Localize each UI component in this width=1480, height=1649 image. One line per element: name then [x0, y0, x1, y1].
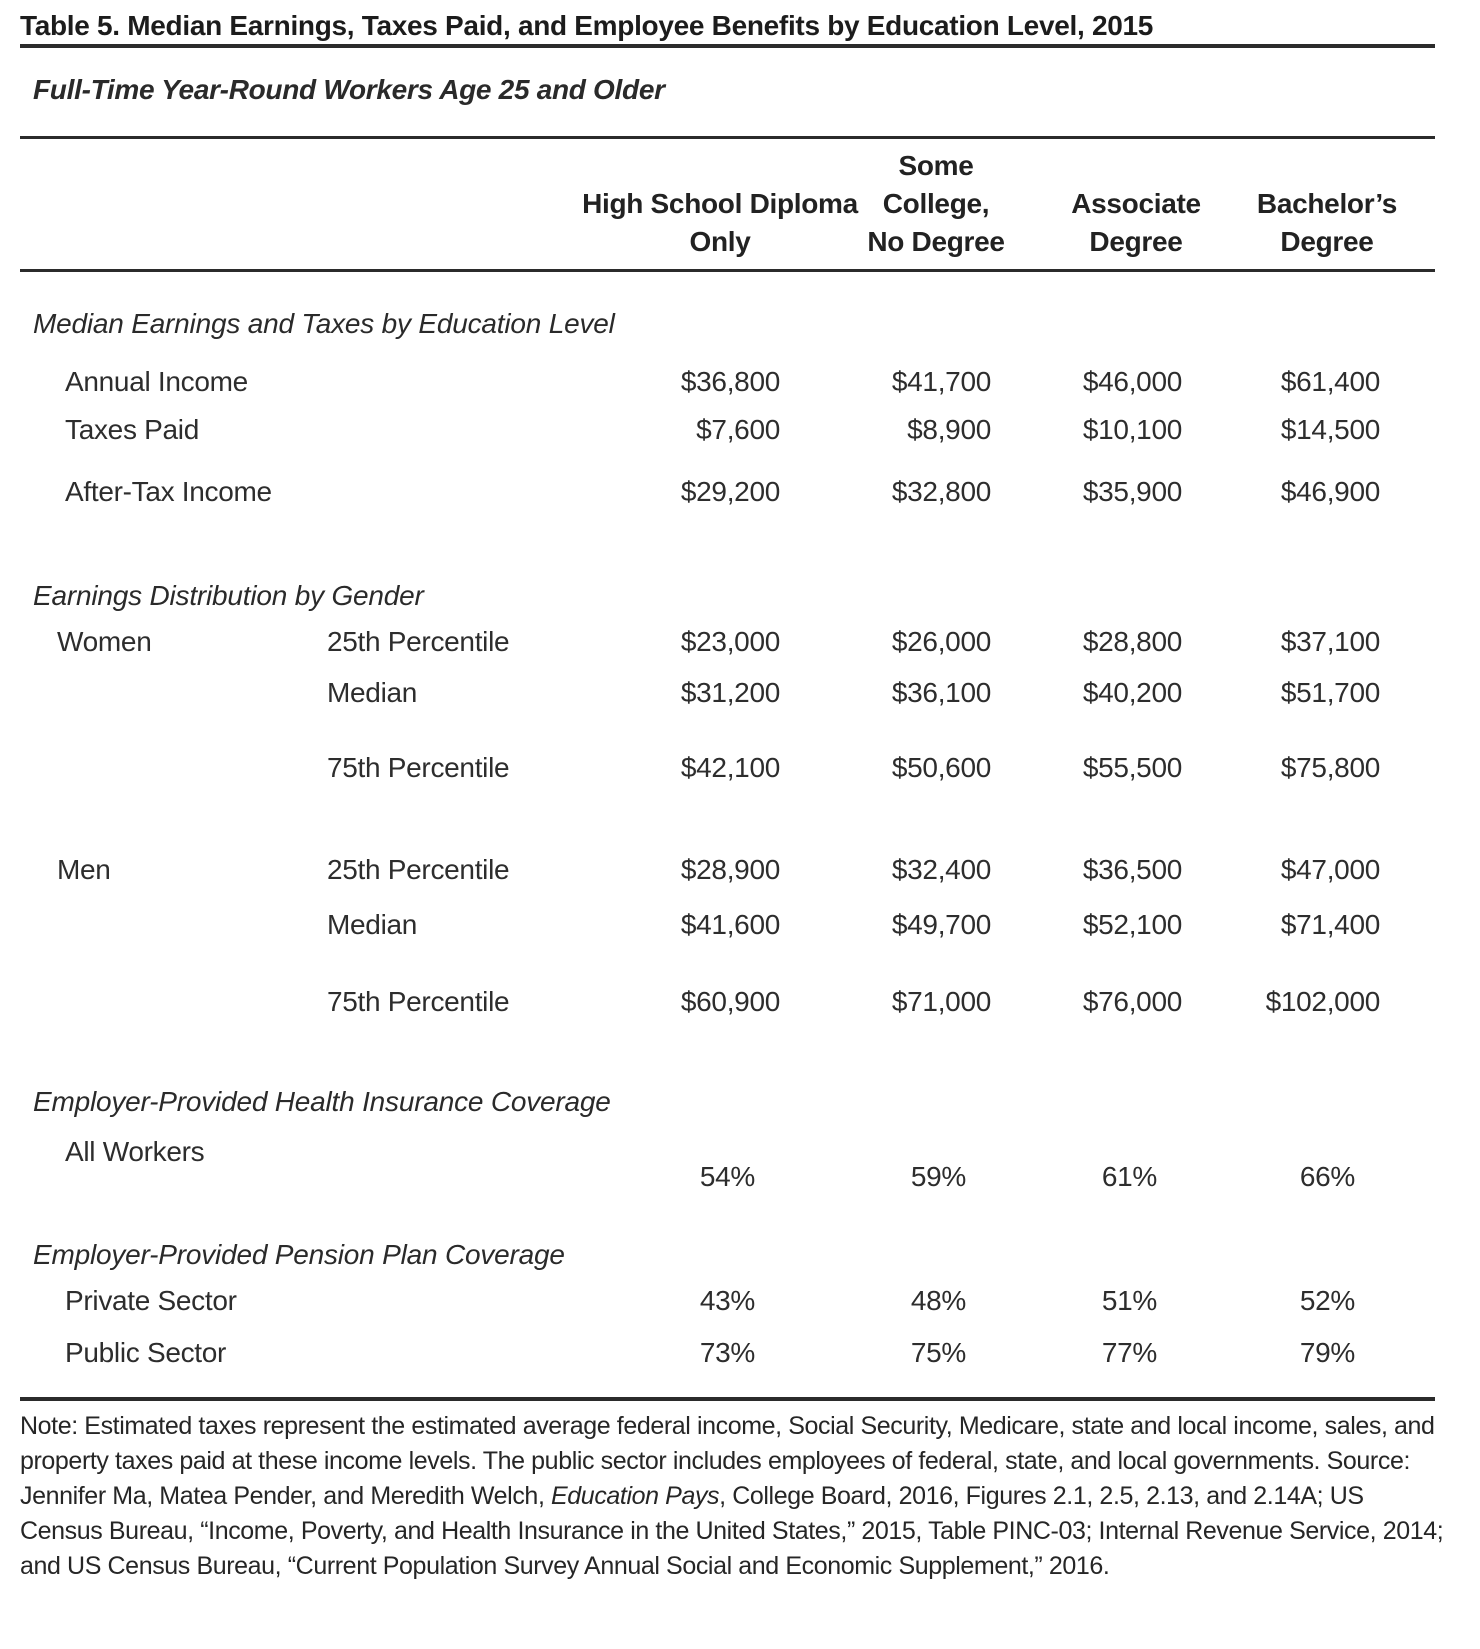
value-cell: 75% — [910, 1337, 966, 1368]
row-label: After-Tax Income — [65, 476, 272, 507]
value-cell: $60,900 — [680, 986, 780, 1017]
row-sublabel: 25th Percentile — [327, 854, 510, 885]
row-sublabel — [327, 474, 580, 510]
row-label: Public Sector — [65, 1337, 227, 1368]
value-cell: 77% — [1101, 1337, 1157, 1368]
table-row-annual-income — [20, 364, 1480, 400]
table-row-taxes-paid — [20, 412, 1480, 448]
column-header-line: No Degree — [867, 226, 1005, 257]
row-label: All Workers — [65, 1136, 205, 1167]
value-cell: $71,400 — [1280, 909, 1380, 940]
value-cell: $36,100 — [891, 677, 991, 708]
value-cell: 48% — [910, 1285, 966, 1316]
value-cell: $50,600 — [891, 752, 991, 783]
value-cell: $42,100 — [680, 752, 780, 783]
section-heading-earnings: Median Earnings and Taxes by Education Level — [33, 308, 615, 339]
value-cell: 66% — [1299, 1161, 1355, 1192]
value-cell: 51% — [1101, 1285, 1157, 1316]
value-cell: 52% — [1299, 1285, 1355, 1316]
column-header-line: Degree — [1089, 226, 1183, 257]
value-cell: $41,700 — [891, 366, 991, 397]
table-row-all-workers — [20, 1134, 1480, 1195]
section-heading-distribution: Earnings Distribution by Gender — [33, 580, 424, 611]
value-cell: $51,700 — [1280, 677, 1380, 708]
value-cell: $8,900 — [907, 414, 991, 445]
value-cell: $32,800 — [891, 476, 991, 507]
value-cell: $52,100 — [1082, 909, 1182, 940]
row-label: Taxes Paid — [65, 414, 199, 445]
value-cell: $47,000 — [1280, 854, 1380, 885]
value-cell: 59% — [910, 1161, 966, 1192]
row-label: Private Sector — [65, 1285, 237, 1316]
table-row-men-median — [20, 907, 1480, 943]
value-cell: $36,500 — [1082, 854, 1182, 885]
value-cell: $36,800 — [680, 366, 780, 397]
value-cell: $40,200 — [1082, 677, 1182, 708]
table-row-women-median — [20, 675, 1480, 711]
header-bottom-divider — [20, 269, 1435, 272]
value-cell: $23,000 — [680, 626, 780, 657]
note-part-after: , College Board, 2016, Figures 2.1, 2.5, 2.13, and 2.14A; US Census Bureau, “Income, Poverty, and Health Insurance in the United States,” 2015, Table PINC-03; Internal Revenue Service, 2014; and US Census Bureau, “Current Population Survey Annual Social and Economic Supplement,” 2016. — [20, 1482, 1444, 1580]
value-cell: $29,200 — [680, 476, 780, 507]
gender-label-spacer — [20, 907, 327, 943]
value-cell: $37,100 — [1280, 626, 1380, 657]
row-sublabel — [327, 364, 580, 400]
value-cell: 54% — [699, 1161, 755, 1192]
note-source-title: Education Pays — [551, 1482, 720, 1510]
table-row-women-75th — [20, 750, 1480, 786]
row-sublabel: Median — [327, 909, 418, 940]
value-cell: $28,900 — [680, 854, 780, 885]
gender-label-women: Women — [57, 626, 152, 657]
gender-label-spacer — [20, 984, 327, 1020]
row-sublabel: 75th Percentile — [327, 752, 510, 783]
note-divider — [20, 1397, 1435, 1401]
column-header-bachelors-degree — [1177, 185, 1477, 261]
table-row-private-sector — [20, 1283, 1480, 1319]
value-cell: $26,000 — [891, 626, 991, 657]
value-cell: $75,800 — [1280, 752, 1380, 783]
value-cell: $7,600 — [696, 414, 780, 445]
row-sublabel: 75th Percentile — [327, 986, 510, 1017]
column-header-line: Some — [898, 150, 974, 181]
value-cell: $46,900 — [1280, 476, 1380, 507]
value-cell: $46,000 — [1082, 366, 1182, 397]
value-cell: $31,200 — [680, 677, 780, 708]
table-row-public-sector — [20, 1335, 1480, 1371]
column-header-row — [0, 139, 1480, 269]
value-cell: $35,900 — [1082, 476, 1182, 507]
note-part-before: Note: Estimated taxes represent the estimated average federal income, Social Security, Medicare, state and local income, sales, and property taxes paid at these income levels. The public sector includes employees of federal, state, and local governments. Source: Jennifer Ma, Matea Pender, and Meredith Welch, — [20, 1412, 1435, 1510]
value-cell: 61% — [1101, 1161, 1157, 1192]
note-text — [20, 1409, 1452, 1584]
row-sublabel — [327, 1283, 580, 1319]
value-cell: $76,000 — [1082, 986, 1182, 1017]
value-cell: $49,700 — [891, 909, 991, 940]
value-cell: 79% — [1299, 1337, 1355, 1368]
column-header-line: Bachelor’s — [1256, 188, 1398, 219]
table-row-women-25th — [20, 624, 1480, 660]
value-cell: $61,400 — [1280, 366, 1380, 397]
value-cell: $14,500 — [1280, 414, 1380, 445]
value-cell: $10,100 — [1082, 414, 1182, 445]
column-header-line: Only — [689, 226, 751, 257]
value-cell: $71,000 — [891, 986, 991, 1017]
column-header-line: Degree — [1280, 226, 1374, 257]
value-cell: $102,000 — [1265, 986, 1380, 1017]
row-sublabel — [327, 1134, 580, 1195]
table-row-men-75th — [20, 984, 1480, 1020]
value-cell: $28,800 — [1082, 626, 1182, 657]
column-header-line: Associate — [1071, 188, 1201, 219]
row-sublabel: 25th Percentile — [327, 626, 510, 657]
gender-label-men: Men — [57, 854, 111, 885]
section-heading-health: Employer-Provided Health Insurance Coverage — [33, 1086, 611, 1117]
row-sublabel — [327, 412, 580, 448]
table-title: Table 5. Median Earnings, Taxes Paid, and Employee Benefits by Education Level, 2015 — [20, 10, 1154, 41]
column-header-line: College, — [882, 188, 990, 219]
table-row-after-tax-income — [20, 474, 1480, 510]
column-header-line: High School Diploma — [582, 188, 858, 219]
gender-label-spacer — [20, 750, 327, 786]
table-row-men-25th — [20, 852, 1480, 888]
gender-label-spacer — [20, 675, 327, 711]
value-cell: $32,400 — [891, 854, 991, 885]
title-divider — [20, 44, 1435, 48]
value-cell: 73% — [699, 1337, 755, 1368]
value-cell: $55,500 — [1082, 752, 1182, 783]
section-heading-pension: Employer-Provided Pension Plan Coverage — [33, 1239, 565, 1270]
value-cell: $41,600 — [680, 909, 780, 940]
row-sublabel — [327, 1335, 580, 1371]
row-label: Annual Income — [65, 366, 248, 397]
value-cell: 43% — [699, 1285, 755, 1316]
table-subtitle: Full-Time Year-Round Workers Age 25 and Older — [33, 74, 665, 105]
row-sublabel: Median — [327, 677, 418, 708]
